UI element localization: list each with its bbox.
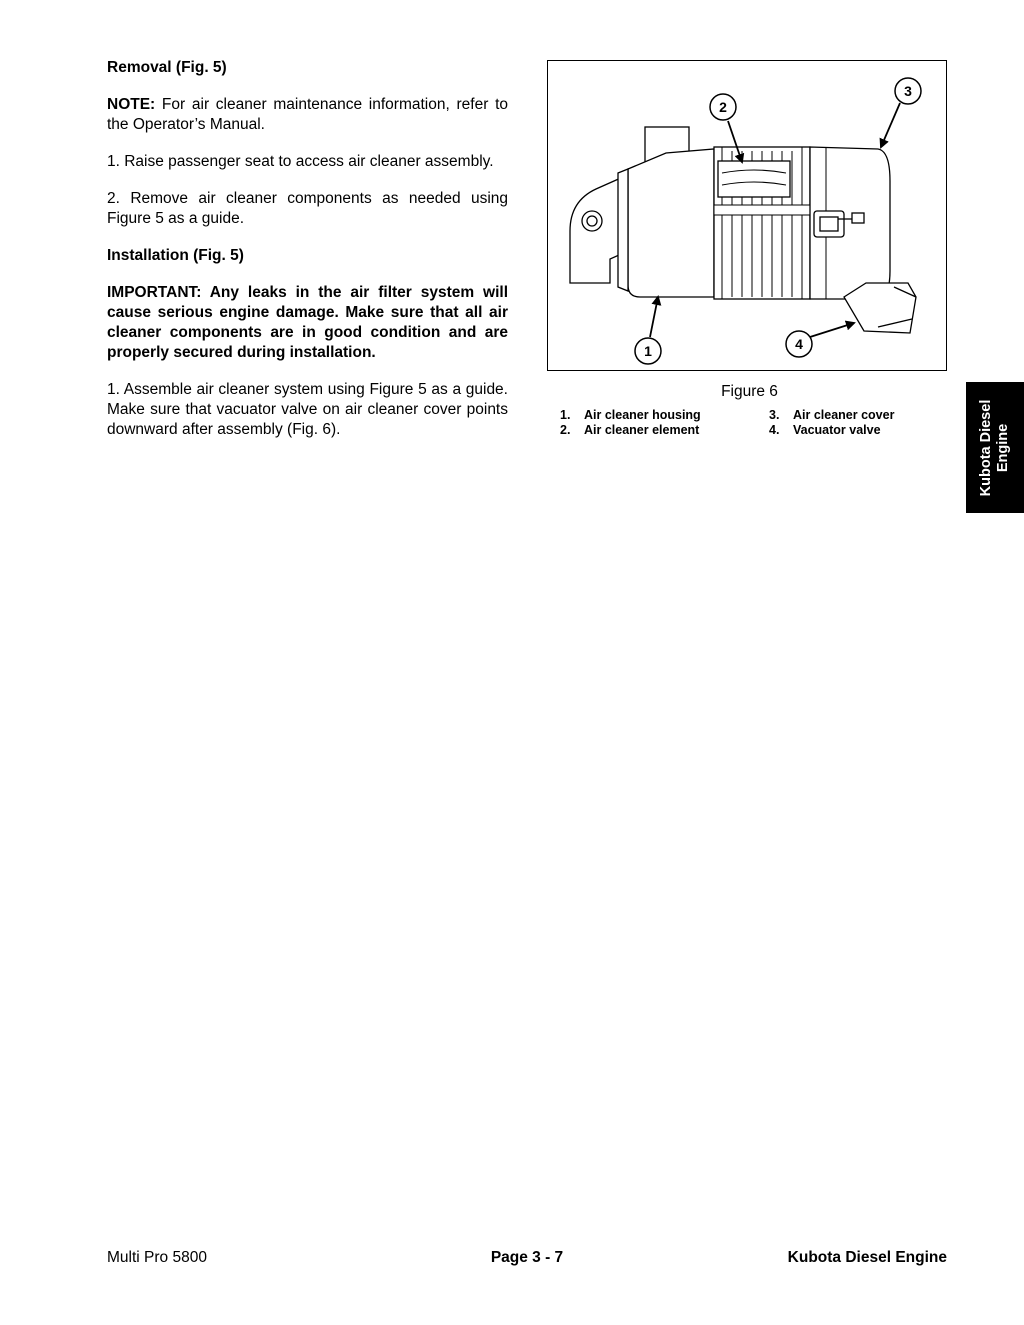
legend-label: Air cleaner cover (793, 408, 895, 422)
callout-2-label: 2 (719, 99, 727, 115)
side-tab-text (978, 399, 1012, 496)
removal-heading: Removal (Fig. 5) (107, 59, 227, 76)
footer-section-name: Kubota Diesel Engine (787, 1249, 947, 1266)
legend-column-right (769, 408, 894, 438)
legend-num: 2. (560, 423, 571, 437)
footer-product-name: Multi Pro 5800 (107, 1249, 207, 1266)
callout-4-label: 4 (795, 336, 803, 352)
installation-step-1: 1. Assemble air cleaner system using Figure 5 as a guide. Make sure that vacuator valve on air cleaner cover points downward after assembly (Fig. 6). (107, 381, 508, 438)
figure-caption: Figure 6 (721, 383, 778, 400)
figure-frame (547, 60, 947, 371)
legend-num: 4. (769, 423, 780, 437)
removal-step-1: 1. Raise passenger seat to access air cleaner assembly. (107, 153, 494, 170)
legend-label: Air cleaner element (584, 423, 700, 437)
callout-2 (710, 94, 736, 120)
note-paragraph (107, 95, 508, 135)
left-column (107, 58, 508, 457)
legend-item (769, 423, 894, 438)
callout-3 (895, 78, 921, 104)
side-tab-line-1: Kubota Diesel (978, 399, 994, 496)
installation-heading: Installation (Fig. 5) (107, 247, 244, 264)
removal-step-2: 2. Remove air cleaner components as needed using Figure 5 as a guide. (107, 190, 508, 227)
air-cleaner-illustration (548, 61, 948, 372)
legend-num: 1. (560, 408, 571, 422)
important-notice: IMPORTANT: Any leaks in the air filter system will cause serious engine damage. Make sure that all air cleaner components are in good condition and are properly secured during installation. (107, 284, 508, 361)
side-tab-line-2: Engine (995, 423, 1011, 472)
legend-column-left (560, 408, 701, 438)
legend-item (560, 408, 701, 423)
callout-4 (786, 331, 812, 357)
note-text: For air cleaner maintenance information, refer to the Operator’s Manual. (107, 96, 508, 133)
legend-label: Air cleaner housing (584, 408, 701, 422)
legend-item (560, 423, 701, 438)
footer-page-number: Page 3 - 7 (490, 1249, 564, 1266)
note-label: NOTE: (107, 96, 156, 113)
legend-item (769, 408, 894, 423)
legend-num: 3. (769, 408, 780, 422)
callout-1-label: 1 (644, 343, 652, 359)
air-cleaner-drawing (570, 127, 916, 333)
callout-3-label: 3 (904, 83, 912, 99)
section-side-tab (966, 382, 1024, 513)
callout-1 (635, 338, 661, 364)
legend-label: Vacuator valve (793, 423, 881, 437)
